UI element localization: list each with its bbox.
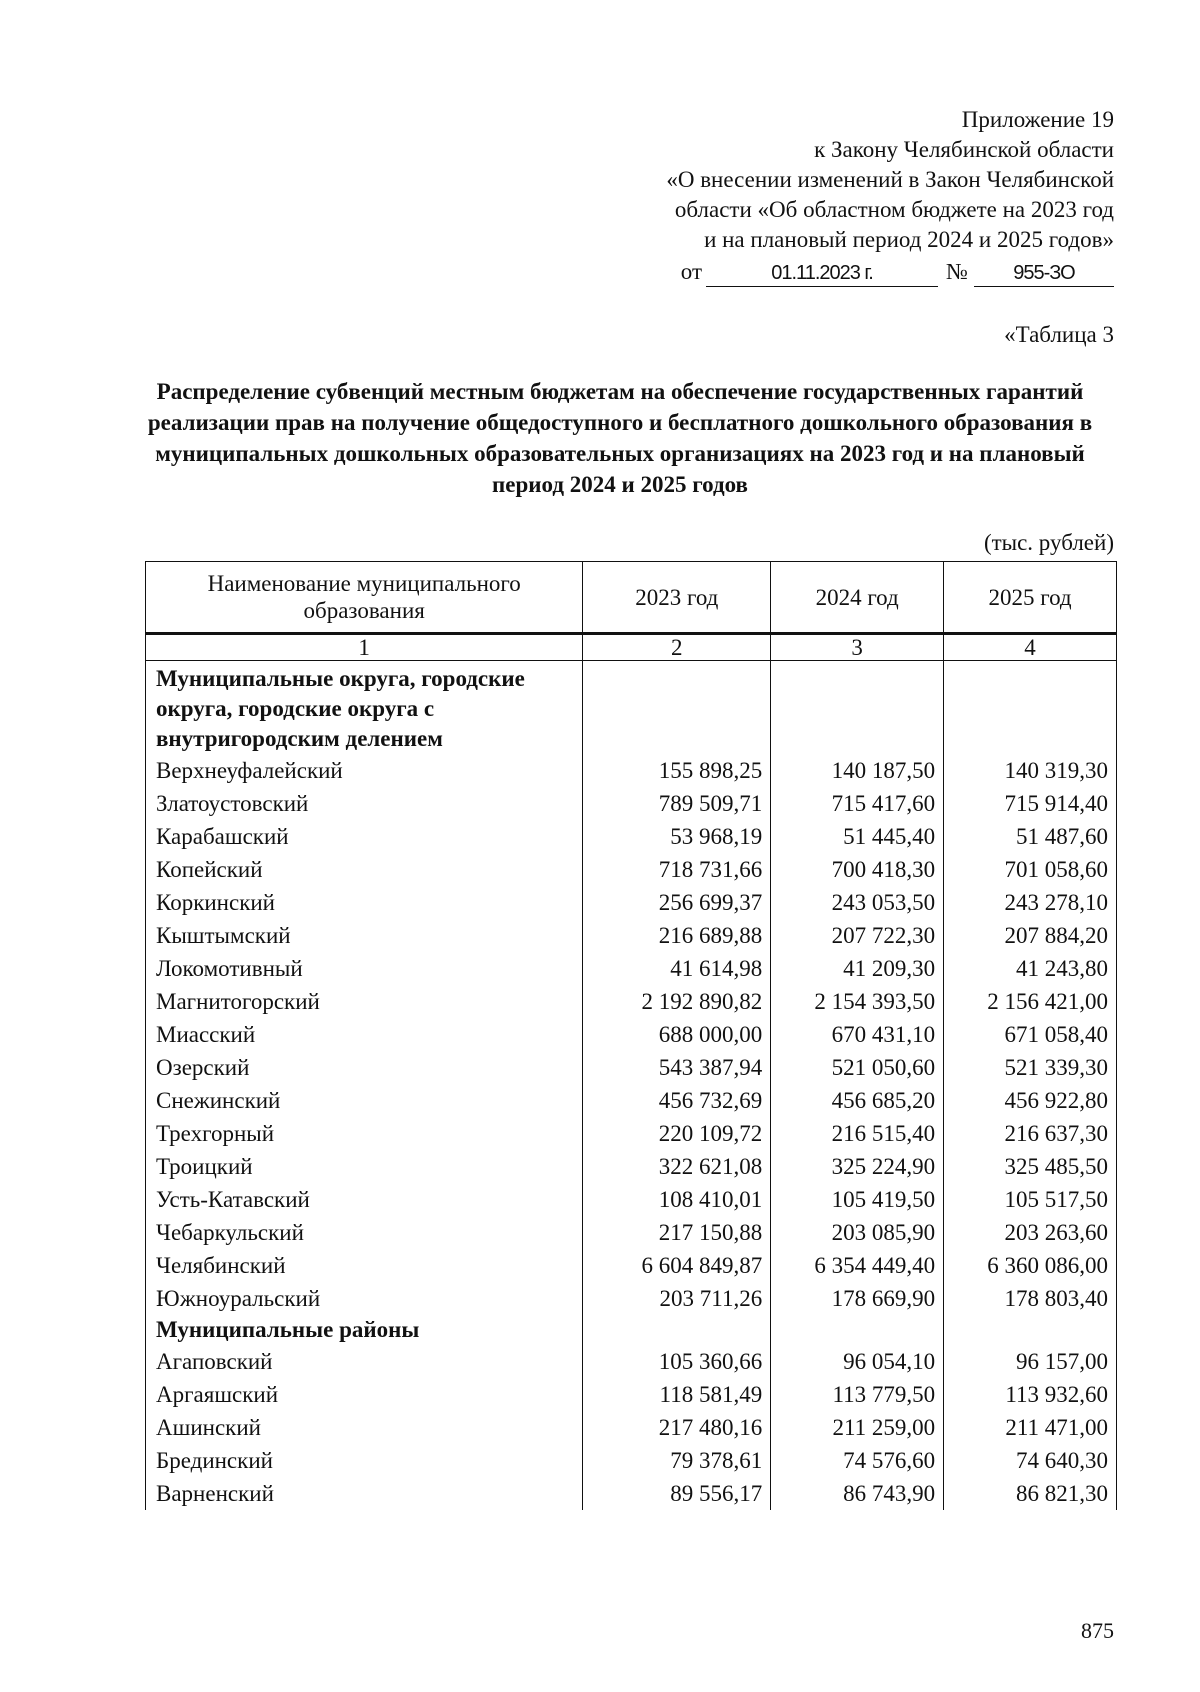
value-2025: 51 487,60: [944, 820, 1117, 853]
table-row: [146, 1249, 1117, 1282]
value-2023: 543 387,94: [583, 1051, 771, 1084]
units-label: (тыс. рублей): [983, 530, 1114, 555]
table-row: [146, 1117, 1117, 1150]
document-title: Распределение субвенций местным бюджетам на обеспечение государственных гарантий реализации прав на получение общедоступного и бесплатного дошкольного образования в муниципальных дошкольных образовательных организациях на 2023 год и на плановый период 2024 и 2025 годов: [147, 379, 1093, 497]
value-2024: 6 354 449,40: [771, 1249, 944, 1282]
empty-cell: [944, 1315, 1117, 1345]
table-row: [146, 754, 1117, 787]
value-2025: 211 471,00: [944, 1411, 1117, 1444]
section-heading: Муниципальные районы: [146, 1315, 583, 1345]
value-2024: 41 209,30: [771, 952, 944, 985]
table-row: [146, 1345, 1117, 1378]
value-2025: 216 637,30: [944, 1117, 1117, 1150]
value-2025: 41 243,80: [944, 952, 1117, 985]
value-2023: 118 581,49: [583, 1378, 771, 1411]
municipality-name: Варненский: [146, 1477, 583, 1510]
annex-header: [554, 105, 1114, 287]
municipality-name: Аргаяшский: [146, 1378, 583, 1411]
value-2024: 700 418,30: [771, 853, 944, 886]
value-2023: 105 360,66: [583, 1345, 771, 1378]
value-2024: 96 054,10: [771, 1345, 944, 1378]
value-2024: 211 259,00: [771, 1411, 944, 1444]
value-2023: 220 109,72: [583, 1117, 771, 1150]
value-2023: 79 378,61: [583, 1444, 771, 1477]
value-2025: 671 058,40: [944, 1018, 1117, 1051]
table-row: [146, 919, 1117, 952]
value-2024: 203 085,90: [771, 1216, 944, 1249]
from-label: от: [680, 259, 703, 284]
annex-line-2: к Закону Челябинской области: [814, 137, 1114, 162]
value-2024: 670 431,10: [771, 1018, 944, 1051]
page-number: 875: [1081, 1618, 1114, 1643]
section-row: [146, 1315, 1117, 1345]
section-row: [146, 661, 1117, 755]
municipality-name: Озерский: [146, 1051, 583, 1084]
value-2023: 217 480,16: [583, 1411, 771, 1444]
column-number: 2: [583, 634, 771, 661]
value-2023: 53 968,19: [583, 820, 771, 853]
value-2024: 207 722,30: [771, 919, 944, 952]
municipality-name: Карабашский: [146, 820, 583, 853]
municipality-name: Челябинский: [146, 1249, 583, 1282]
value-2024: 521 050,60: [771, 1051, 944, 1084]
column-header-2023: 2023 год: [583, 562, 771, 634]
annex-line-3: «О внесении изменений в Закон Челябинской: [666, 167, 1114, 192]
table-row: [146, 886, 1117, 919]
municipality-name: Южноуральский: [146, 1282, 583, 1315]
municipality-name: Брединский: [146, 1444, 583, 1477]
value-2023: 216 689,88: [583, 919, 771, 952]
table-row: [146, 1411, 1117, 1444]
table-row: [146, 1378, 1117, 1411]
empty-cell: [583, 1315, 771, 1345]
table-row: [146, 1216, 1117, 1249]
value-2024: 113 779,50: [771, 1378, 944, 1411]
municipality-name: Ашинский: [146, 1411, 583, 1444]
column-header-2024: 2024 год: [771, 562, 944, 634]
value-2024: 243 053,50: [771, 886, 944, 919]
value-2025: 203 263,60: [944, 1216, 1117, 1249]
column-number: 3: [771, 634, 944, 661]
value-2023: 217 150,88: [583, 1216, 771, 1249]
subvention-table: [145, 561, 1117, 1510]
value-2023: 2 192 890,82: [583, 985, 771, 1018]
value-2025: 96 157,00: [944, 1345, 1117, 1378]
value-2023: 322 621,08: [583, 1150, 771, 1183]
table-row: [146, 1150, 1117, 1183]
table-row: [146, 820, 1117, 853]
number-field: 955-ЗО: [974, 260, 1114, 287]
municipality-name: Снежинский: [146, 1084, 583, 1117]
municipality-name: Миасский: [146, 1018, 583, 1051]
value-2023: 688 000,00: [583, 1018, 771, 1051]
value-2024: 51 445,40: [771, 820, 944, 853]
column-header-2025: 2025 год: [944, 562, 1117, 634]
column-number: 1: [146, 634, 583, 661]
value-2025: 207 884,20: [944, 919, 1117, 952]
municipality-name: Магнитогорский: [146, 985, 583, 1018]
value-2023: 108 410,01: [583, 1183, 771, 1216]
value-2025: 521 339,30: [944, 1051, 1117, 1084]
section-heading: Муниципальные округа, городские округа, городские округа с внутригородским делением: [146, 661, 583, 755]
value-2025: 178 803,40: [944, 1282, 1117, 1315]
column-number: 4: [944, 634, 1117, 661]
value-2023: 41 614,98: [583, 952, 771, 985]
value-2024: 715 417,60: [771, 787, 944, 820]
date-field: 01.11.2023 г.: [706, 260, 938, 287]
table-row: [146, 1051, 1117, 1084]
number-sign: №: [946, 259, 968, 284]
value-2024: 74 576,60: [771, 1444, 944, 1477]
municipality-name: Троицкий: [146, 1150, 583, 1183]
table-row: [146, 853, 1117, 886]
municipality-name: Трехгорный: [146, 1117, 583, 1150]
table-row: [146, 1183, 1117, 1216]
value-2025: 86 821,30: [944, 1477, 1117, 1510]
table-label: «Таблица 3: [1004, 322, 1114, 347]
value-2024: 178 669,90: [771, 1282, 944, 1315]
value-2023: 256 699,37: [583, 886, 771, 919]
table-header-row: [146, 562, 1117, 634]
empty-cell: [771, 1315, 944, 1345]
signature-line: [554, 257, 1114, 287]
municipality-name: Локомотивный: [146, 952, 583, 985]
column-header-name: Наименование муниципального образования: [146, 562, 583, 634]
value-2024: 2 154 393,50: [771, 985, 944, 1018]
table-row: [146, 1477, 1117, 1510]
empty-cell: [583, 661, 771, 755]
value-2024: 140 187,50: [771, 754, 944, 787]
value-2024: 105 419,50: [771, 1183, 944, 1216]
value-2025: 6 360 086,00: [944, 1249, 1117, 1282]
table-row: [146, 787, 1117, 820]
value-2025: 456 922,80: [944, 1084, 1117, 1117]
municipality-name: Верхнеуфалейский: [146, 754, 583, 787]
value-2025: 243 278,10: [944, 886, 1117, 919]
table-row: [146, 1084, 1117, 1117]
value-2025: 2 156 421,00: [944, 985, 1117, 1018]
municipality-name: Копейский: [146, 853, 583, 886]
annex-line-1: Приложение 19: [961, 107, 1114, 132]
value-2025: 74 640,30: [944, 1444, 1117, 1477]
value-2025: 113 932,60: [944, 1378, 1117, 1411]
table-row: [146, 1444, 1117, 1477]
value-2023: 203 711,26: [583, 1282, 771, 1315]
value-2023: 6 604 849,87: [583, 1249, 771, 1282]
value-2024: 325 224,90: [771, 1150, 944, 1183]
value-2024: 456 685,20: [771, 1084, 944, 1117]
municipality-name: Кыштымский: [146, 919, 583, 952]
value-2023: 718 731,66: [583, 853, 771, 886]
municipality-name: Агаповский: [146, 1345, 583, 1378]
value-2025: 105 517,50: [944, 1183, 1117, 1216]
table-row: [146, 952, 1117, 985]
value-2025: 701 058,60: [944, 853, 1117, 886]
annex-line-5: и на плановый период 2024 и 2025 годов»: [704, 227, 1114, 252]
value-2025: 140 319,30: [944, 754, 1117, 787]
table-row: [146, 985, 1117, 1018]
municipality-name: Усть-Катавский: [146, 1183, 583, 1216]
column-number-row: [146, 634, 1117, 661]
value-2025: 715 914,40: [944, 787, 1117, 820]
annex-line-4: области «Об областном бюджете на 2023 год: [674, 197, 1114, 222]
value-2023: 456 732,69: [583, 1084, 771, 1117]
value-2025: 325 485,50: [944, 1150, 1117, 1183]
empty-cell: [771, 661, 944, 755]
value-2023: 89 556,17: [583, 1477, 771, 1510]
value-2023: 155 898,25: [583, 754, 771, 787]
municipality-name: Златоустовский: [146, 787, 583, 820]
value-2023: 789 509,71: [583, 787, 771, 820]
municipality-name: Чебаркульский: [146, 1216, 583, 1249]
table-row: [146, 1282, 1117, 1315]
value-2024: 216 515,40: [771, 1117, 944, 1150]
municipality-name: Коркинский: [146, 886, 583, 919]
empty-cell: [944, 661, 1117, 755]
table-row: [146, 1018, 1117, 1051]
value-2024: 86 743,90: [771, 1477, 944, 1510]
